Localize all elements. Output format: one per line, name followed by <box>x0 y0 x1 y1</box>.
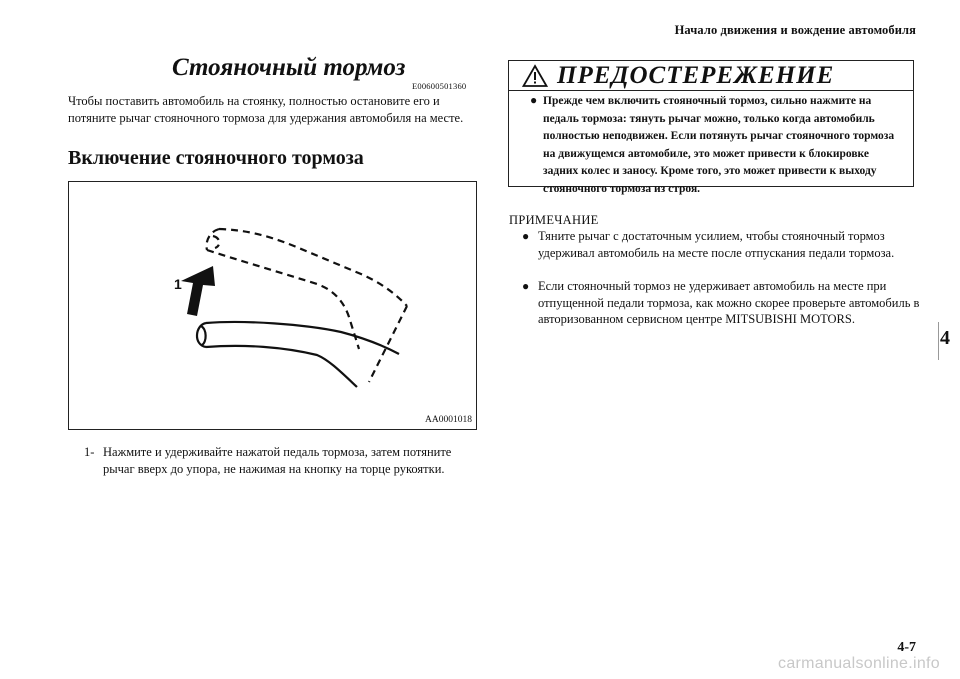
note-text: Если стояночный тормоз не удерживает автомобиль на месте при отпущенной педали тормоза, как можно скорее проверьте автомобиль в авторизованном сервисном центре MITSUBISHI MOTORS. <box>538 279 920 326</box>
running-header: Начало движения и вождение автомобиля <box>674 23 916 37</box>
warning-text: Прежде чем включить стояночный тормоз, сильно нажмите на педаль тормоза: тянуть рычаг можно, только когда автомобиль полностью неподвижен. Если потянуть рычаг стояночного тормоза на движущемся автомобиле, это может привести к блокировке задних колес и заносу. Кроме того, это может привести к выходу стояночного тормоза из строя. <box>543 95 895 195</box>
bullet-icon: ● <box>522 279 530 293</box>
up-arrow-icon <box>181 266 215 316</box>
note-item <box>522 278 922 328</box>
bullet-icon: ● <box>530 93 538 107</box>
note-item <box>522 228 922 261</box>
watermark: carmanualsonline.info <box>778 655 940 672</box>
step-item <box>84 444 484 478</box>
section-code: E00600501360 <box>412 81 467 91</box>
subsection-title: Включение стояночного тормоза <box>68 147 364 169</box>
intro-paragraph: Чтобы поставить автомобиль на стоянку, полностью остановите его и потяните рычаг стояночного тормоза для удержания автомобиля на месте. <box>68 94 464 125</box>
warning-title: ПРЕДОСТЕРЕЖЕНИЕ <box>557 62 835 89</box>
step-text: Нажмите и удерживайте нажатой педаль тормоза, затем потяните рычаг вверх до упора, не нажимая на кнопку на торце рукоятки. <box>103 445 452 476</box>
note-text: Тяните рычаг с достаточным усилием, чтобы стояночный тормоз удерживал автомобиль на месте после отпускания педали тормоза. <box>538 229 895 260</box>
section-title: Стояночный тормоз <box>172 54 406 81</box>
warning-triangle-icon <box>522 64 548 88</box>
parking-brake-figure <box>68 181 477 430</box>
parking-brake-lever-drawing <box>69 182 478 431</box>
note-label: ПРИМЕЧАНИЕ <box>509 213 599 227</box>
figure-callout-1: 1 <box>174 276 182 292</box>
bullet-icon: ● <box>522 229 530 243</box>
step-number: 1- <box>84 445 95 459</box>
chapter-tab-number: 4 <box>940 327 950 349</box>
page-number: 4-7 <box>897 640 916 655</box>
warning-box <box>508 60 914 195</box>
figure-code: AA0001018 <box>425 415 472 425</box>
warning-header <box>509 61 913 91</box>
